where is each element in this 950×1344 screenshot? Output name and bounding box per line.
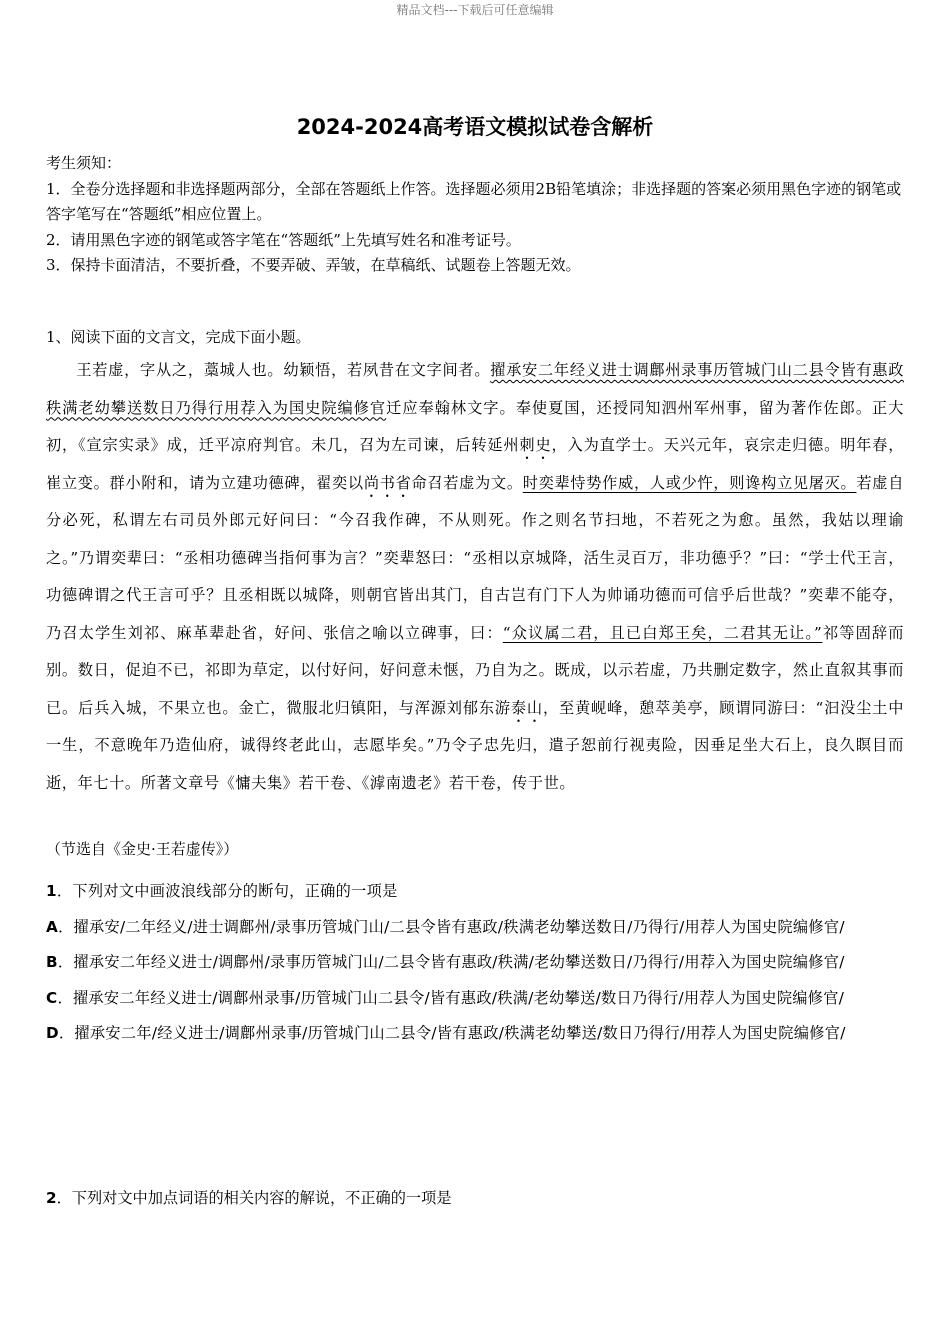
classical-passage [46,352,904,802]
question-intro: 1、阅读下面的文言文，完成下面小题。 [46,328,311,346]
passage-text: ，入为直学士。天兴元年，哀宗走归德。明年春，崔立变。群小附和，请为立建功德碑，翟奕以 [46,436,905,492]
option-label: B [46,953,58,971]
option-text: ．擢承安/二年经义/进士调鄜州/录事历管城门山/二县令皆有惠政/秩满老幼攀送数日/乃得行/用荐人为国史院编修官/ [58,917,845,936]
underlined-sentence: 时奕辈恃势作威，人或少忤，则谗构立见屠灭。 [522,473,857,492]
passage-text: 若虚自分必死，私谓左右司员外郎元好问曰：“今召我作碑，不从则死。作之则名节扫地，不若死之为愈。虽然，我姑以理谕之。”乃谓奕辈曰：“丞相功德碑当指何事为言？”奕辈怒曰：“丞相以京城降，活生灵百万，非功德乎？”曰：“学士代王言，功德碑谓之代王言可乎？且丞相既以城降，则朝官皆出其门，自古岂有门下人为帅诵功德而可信乎后世哉？”奕辈不能夺，乃召太学生刘祁、麻革辈赴省，好问、张信之喻以立碑事，曰： [46,473,904,642]
dotted-term: 刺史 [519,436,552,454]
option-label: D [46,1024,59,1042]
notice-item: 1．全卷分选择题和非选择题两部分，全部在答题纸上作答。选择题必须用2B铅笔填涂；非选择题的答案必须用黑色字迹的钢笔或答字笔写在“答题纸”相应位置上。 [46,179,902,223]
passage-text: 王若虚，字从之，藁城人也。幼颖悟，若夙昔在文字间者。 [76,361,491,379]
passage-text: 祁等固辞而别。数日，促迫不已，祁即为草定，以付好问，好问意未惬，乃自为之。既成，以示若虚，乃共删定数字，然止直叙其事而已。后兵入城，不果立也。金亡，微服北归镇阳，与浑源刘郁东游 [46,623,904,717]
dotted-term: 泰山 [510,698,543,717]
passage-text: ，至黄岘峰，憩萃美亭，顾谓同游曰：“汩没尘土中一生，不意晚年乃造仙府，诚得终老此山，志愿毕矣。”乃令子忠先归，遣子恕前行视夷险，因垂足坐大石上，良久瞑目而逝，年七十。所著文章号《慵夫集》若干卷、《滹南遗老》若干卷，传于世。 [46,698,904,792]
notice-heading: 考生须知： [46,154,122,172]
option-b[interactable] [46,945,904,981]
passage-source: （节选自《金史·王若虚传》） [46,840,239,858]
question-number: 1 [46,882,57,900]
question-2 [46,1187,451,1208]
notice-item: 3．保持卡面清洁，不要折叠，不要弄破、弄皱，在草稿纸、试题卷上答题无效。 [46,256,581,274]
option-label: A [46,917,59,936]
question-text: ．下列对文中画波浪线部分的断句，正确的一项是 [56,882,398,900]
dotted-term: 尚书省 [363,473,412,492]
option-label: C [46,988,58,1007]
option-text: ．擢承安二年/经义进士/调鄜州录事/历管城门山二县令/皆有惠政/秩满老幼攀送/数日乃得行/用荐人为国史院编修官/ [58,1024,846,1042]
option-text: ．擢承安二年经义进士/调鄜州录事/历管城门山二县令/皆有惠政/秩满/老幼攀送/数日乃得行/用荐人为国史院编修官/ [57,988,845,1007]
option-c[interactable] [46,981,904,1017]
option-text: ．擢承安二年经义进士/调鄜州/录事历管城门山/二县令皆有惠政/秩满/老幼攀送数日/乃得行/用荐入为国史院编修官/ [57,953,845,971]
header-note: 精品文档---下载后可任意编辑 [396,3,554,17]
passage-text: 迁应奉翰林文字。奉使夏国，还授同知泗州军州事，留为著作佐郎。正大初，《宣宗实录》成，迁平凉府判官。未几，召为左司谏，后转延州 [46,398,904,454]
question-text: ．下列对文中加点词语的相关内容的解说，不正确的一项是 [56,1189,452,1207]
passage-text: 命召若虚为文。 [411,473,523,492]
option-a[interactable] [46,910,904,946]
question-stem [46,874,904,910]
question-1 [46,874,904,1052]
page-title: 2024-2024高考语文模拟试卷含解析 [296,115,654,139]
notice-item: 2．请用黑色字迹的钢笔或答字笔在“答题纸”上先填写姓名和准考证号。 [46,230,521,249]
underlined-sentence: “众议属二君，且已白郑王矣，二君其无让。” [502,623,823,642]
question-number: 2 [46,1189,57,1207]
candidate-notice [46,151,906,279]
wavy-underlined-text: 擢承安二年经义进士调鄜州录事历管城门山二县令皆有惠政秩满老幼攀送数日乃得行用荐入为国史院编修官 [46,361,904,417]
option-d[interactable] [46,1016,904,1052]
